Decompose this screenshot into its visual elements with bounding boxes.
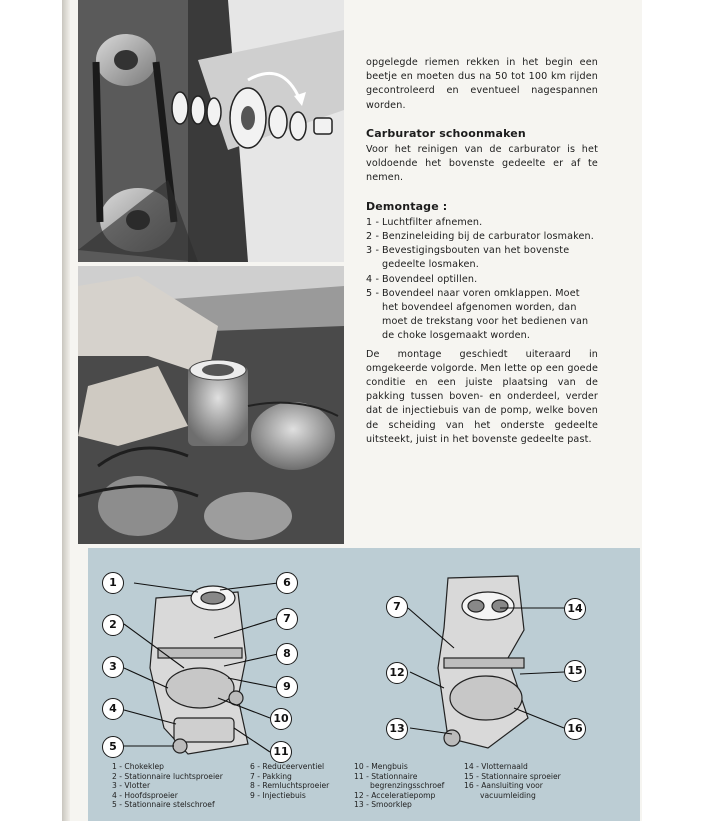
- legend-item: 7 - Pakking: [250, 771, 292, 781]
- legend-item: 8 - Remluchtsproeier: [250, 781, 330, 791]
- demontage-steps: [366, 216, 598, 344]
- legend-item: 10 - Mengbuis: [354, 762, 408, 771]
- step-text: Bovendeel naar voren omklappen. Moet het bovendeel afgenomen worden, dan moet de trekstang voor het bedienen van de choke losgemaakt worden.: [382, 287, 589, 342]
- step-text: Luchtfilter afnemen.: [382, 216, 483, 228]
- callout-1: 1: [102, 572, 124, 594]
- demontage-heading: Demontage :: [366, 199, 448, 213]
- callout-4: 4: [102, 698, 124, 720]
- pulley-photo: [78, 0, 344, 262]
- legend-item: 9 - Injectiebuis: [250, 790, 306, 800]
- legend-item: 15 - Stationnaire sproeier: [464, 771, 561, 781]
- step-item: [366, 216, 598, 230]
- engine-photo: [78, 266, 344, 544]
- step-number: 4 -: [366, 273, 380, 285]
- legend-item: 14 - Vlotternaald: [464, 762, 528, 771]
- legend-item: 11 - Stationnaire: [354, 771, 418, 781]
- legend-item: 16 - Aansluiting voor: [464, 781, 543, 791]
- callout-3: 3: [102, 656, 124, 678]
- step-item: [366, 244, 598, 272]
- step-number: 2 -: [366, 231, 380, 243]
- text-column: [366, 56, 598, 447]
- callout-9: 9: [276, 676, 298, 698]
- callout-7: 7: [276, 608, 298, 630]
- legend-column-4: [464, 762, 561, 800]
- callout-14: 14: [564, 598, 586, 620]
- callout-2: 2: [102, 614, 124, 636]
- step-item: [366, 287, 598, 344]
- legend-item: 3 - Vlotter: [112, 781, 151, 791]
- callout-12: 12: [386, 662, 408, 684]
- callout-13: 13: [386, 718, 408, 740]
- legend-item-continued: begrenzingsschroef: [370, 781, 445, 791]
- callout-10: 10: [270, 708, 292, 730]
- step-text: Bevestigingsbouten van het bovenste gedeelte losmaken.: [382, 245, 570, 271]
- legend-item: 6 - Reduceerventiel: [250, 762, 325, 771]
- step-item: [366, 273, 598, 287]
- intro-paragraph: opgelegde riemen rekken in het begin een beetje en moeten dus na 50 tot 100 km rijden gecontroleerd en eventueel nagespannen worden.: [366, 57, 598, 111]
- legend-column-2: [250, 762, 329, 800]
- callout-11: 11: [270, 741, 292, 763]
- legend-item-continued: vacuumleiding: [480, 790, 536, 800]
- step-number: 1 -: [366, 216, 380, 228]
- legend-item: 4 - Hoofdsproeier: [112, 790, 178, 800]
- carburator-paragraph: Voor het reinigen van de carburator is het voldoende het bovenste gedeelte er af te nemen.: [366, 144, 598, 184]
- step-number: 3 -: [366, 245, 380, 257]
- page-spine: [62, 0, 70, 821]
- legend-item: 2 - Stationnaire luchtsproeier: [112, 771, 223, 781]
- step-number: 5 -: [366, 287, 380, 299]
- callout-7-right: 7: [386, 596, 408, 618]
- legend-item: 12 - Acceleratiepomp: [354, 790, 436, 800]
- legend-item: 5 - Stationnaire stelschroef: [112, 800, 215, 810]
- callout-8: 8: [276, 643, 298, 665]
- legend-column-1: [112, 762, 223, 810]
- callout-6: 6: [276, 572, 298, 594]
- callout-5: 5: [102, 736, 124, 758]
- legend-item: 13 - Smoorklep: [354, 800, 412, 810]
- callout-16: 16: [564, 718, 586, 740]
- callout-15: 15: [564, 660, 586, 682]
- closing-paragraph: De montage geschiedt uiteraard in omgekeerde volgorde. Men lette op een goede conditie en een juiste plaatsing van de pakking tussen boven- en onderdeel, verder dat de injectiebuis van de pomp, welke boven de scheiding van het onderste gedeelte uitsteekt, juist in het bovenste gedeelte past.: [366, 348, 598, 445]
- legend-column-3: [354, 762, 444, 810]
- step-text: Bovendeel optillen.: [382, 273, 478, 285]
- carburator-heading: Carburator schoonmaken: [366, 126, 526, 140]
- step-text: Benzineleiding bij de carburator losmaken.: [382, 231, 594, 243]
- step-item: [366, 230, 598, 244]
- legend-item: 1 - Chokeklep: [112, 762, 164, 771]
